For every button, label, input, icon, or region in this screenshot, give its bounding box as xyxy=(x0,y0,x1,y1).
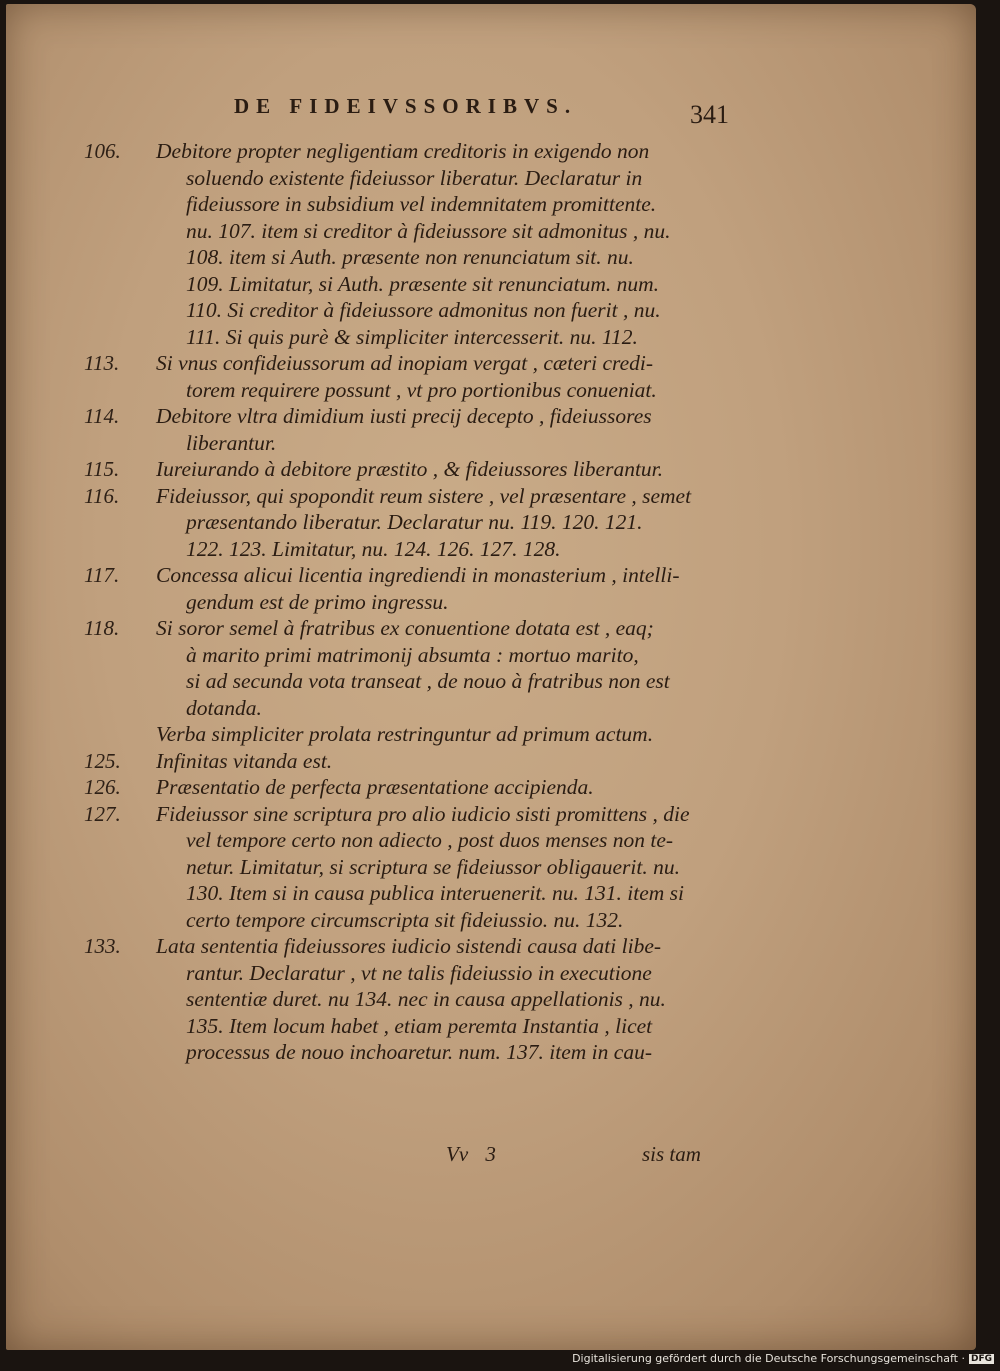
entry-text xyxy=(156,350,726,403)
entry-number: 116. xyxy=(84,483,120,508)
entry-line: nu. 107. item si creditor à fideiussore sit admonitus , nu. xyxy=(186,218,671,243)
entry-number: 126. xyxy=(84,775,121,799)
entry-line: 110. Si creditor à fideiussore admonitus non fuerit , nu. xyxy=(186,298,661,322)
entry-line: Debitore propter negligentiam creditoris in exigendo non xyxy=(156,139,650,163)
entry-text xyxy=(156,748,726,775)
entry-text xyxy=(156,615,726,721)
entry-line: si ad secunda vota transeat , de nouo à fratribus non est xyxy=(186,669,670,693)
index-entry xyxy=(6,483,976,563)
index-entries xyxy=(6,138,976,1066)
entry-number: 125. xyxy=(84,748,121,773)
index-entry xyxy=(6,350,976,403)
entry-line: Debitore vltra dimidium iusti precij decepto , fideiussores xyxy=(156,404,652,428)
entry-number: 133. xyxy=(84,934,121,958)
page-footer xyxy=(446,1142,746,1167)
entry-line: vel tempore certo non adiecto , post duos menses non te- xyxy=(186,828,674,852)
entry-line: Fideiussor, qui spopondit reum sistere , vel præsentare , semet xyxy=(156,483,692,508)
entry-line: Iureiurando à debitore præstito , & fideiussores liberantur. xyxy=(156,457,664,481)
entry-line: gendum est de primo ingressu. xyxy=(186,589,449,614)
entry-number: 127. xyxy=(84,801,121,826)
digitization-banner xyxy=(572,1352,994,1365)
entry-line: Lata sententia fideiussores iudicio sistendi causa dati libe- xyxy=(156,934,662,958)
entry-line: Concessa alicui licentia ingrediendi in monasterium , intelli- xyxy=(156,563,680,587)
entry-text xyxy=(156,403,726,456)
entry-line: 108. item si Auth. præsente non renunciatum sit. nu. xyxy=(186,245,634,269)
entry-line: Fideiussor sine scriptura pro alio iudicio sisti promittens , die xyxy=(156,801,690,826)
entry-text xyxy=(156,562,726,615)
entry-number: 113. xyxy=(84,351,120,375)
entry-line: certo tempore circumscripta sit fideiussio. nu. 132. xyxy=(186,907,624,932)
entry-line: Præsentatio de perfecta præsentatione accipienda. xyxy=(156,775,594,799)
entry-line: liberantur. xyxy=(186,430,277,455)
book-page xyxy=(6,4,976,1350)
entry-text xyxy=(156,483,726,563)
entry-number: 115. xyxy=(84,457,120,481)
page-number: 341 xyxy=(690,100,729,129)
entry-text xyxy=(156,456,726,483)
entry-text xyxy=(156,933,726,1066)
entry-line: Si soror semel à fratribus ex conuentione dotata est , eaq; xyxy=(156,616,654,640)
entry-text xyxy=(156,721,726,748)
banner-text: Digitalisierung gefördert durch die Deutsche Forschungsgemeinschaft · xyxy=(572,1352,965,1365)
entry-text xyxy=(156,774,726,801)
entry-line: Verba simpliciter prolata restringuntur ad primum actum. xyxy=(156,722,654,746)
signature-number: 3 xyxy=(485,1142,496,1166)
entry-line: sententiæ duret. nu 134. nec in causa appellationis , nu. xyxy=(186,987,666,1011)
index-entry xyxy=(6,774,976,801)
index-entry xyxy=(6,562,976,615)
entry-line: processus de nouo inchoaretur. num. 137. item in cau- xyxy=(186,1040,652,1064)
index-entry xyxy=(6,403,976,456)
entry-line: soluendo existente fideiussor liberatur. Declaratur in xyxy=(186,165,643,190)
entry-line: rantur. Declaratur , vt ne talis fideiussio in executione xyxy=(186,960,652,985)
signature-mark: Vv xyxy=(446,1142,469,1166)
entry-text xyxy=(156,801,726,934)
entry-line: à marito primi matrimonij absumta : mortuo marito, xyxy=(186,642,639,667)
running-title: DE FIDEIVSSORIBVS. xyxy=(234,94,578,118)
entry-number: 114. xyxy=(84,404,120,428)
entry-line: 130. Item si in causa publica interuenerit. nu. 131. item si xyxy=(186,881,685,905)
index-entry xyxy=(6,615,976,721)
entry-number: 106. xyxy=(84,139,121,163)
entry-number: 118. xyxy=(84,616,120,640)
index-entry xyxy=(6,721,976,748)
entry-line: 109. Limitatur, si Auth. præsente sit renunciatum. num. xyxy=(186,271,660,296)
index-entry xyxy=(6,456,976,483)
entry-line: præsentando liberatur. Declaratur nu. 119. 120. 121. xyxy=(186,510,643,534)
entry-text xyxy=(156,138,726,350)
entry-line: 111. Si quis purè & simpliciter intercesserit. nu. 112. xyxy=(186,324,638,349)
entry-line: fideiussore in subsidium vel indemnitatem promittente. xyxy=(186,192,657,216)
entry-line: 135. Item locum habet , etiam peremta Instantia , licet xyxy=(186,1013,653,1038)
catchword: sis tam xyxy=(642,1142,701,1166)
entry-number: 117. xyxy=(84,563,120,587)
entry-line: Si vnus confideiussorum ad inopiam vergat , cæteri credi- xyxy=(156,351,654,375)
index-entry xyxy=(6,933,976,1066)
index-entry xyxy=(6,748,976,775)
entry-line: torem requirere possunt , vt pro portionibus conueniat. xyxy=(186,377,657,402)
index-entry xyxy=(6,138,976,350)
entry-line: Infinitas vitanda est. xyxy=(156,748,333,773)
entry-line: netur. Limitatur, si scriptura se fideiussor obligauerit. nu. xyxy=(186,854,680,879)
entry-line: dotanda. xyxy=(186,695,262,720)
index-entry xyxy=(6,801,976,934)
entry-line: 122. 123. Limitatur, nu. 124. 126. 127. 128. xyxy=(186,536,561,561)
dfg-logo: DFG xyxy=(970,1354,992,1364)
